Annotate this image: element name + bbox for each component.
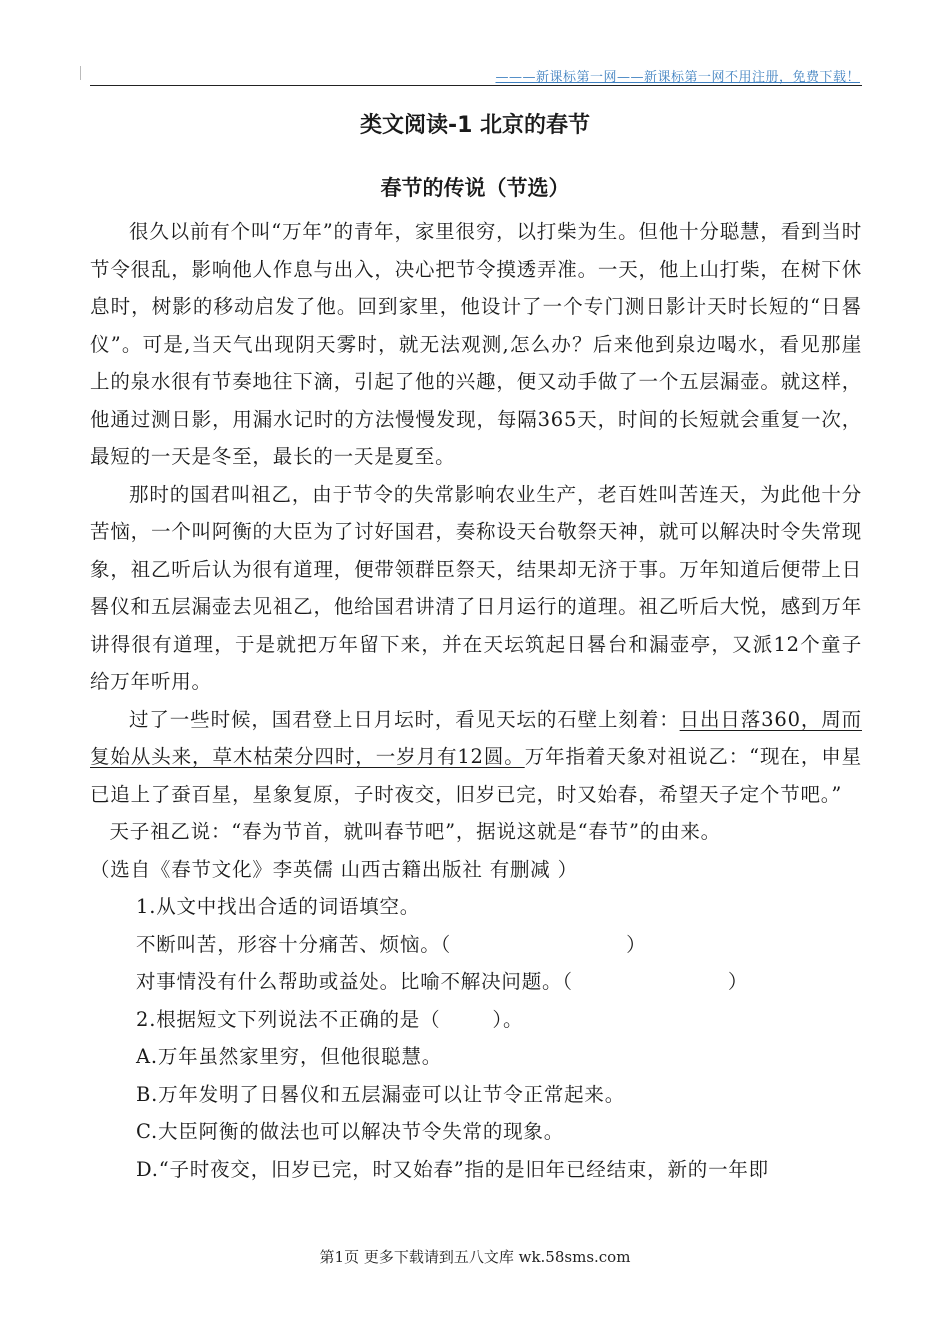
paragraph-1: 很久以前有个叫“万年”的青年，家里很穷，以打柴为生。但他十分聪慧，看到当时节令很乱，影响他人作息与出入，决心把节令摸透弄准。一天，他上山打柴，在树下休息时，树影的移动启发了他。回到家里，他设计了一个专门测日影计天时长短的“日晷仪”。可是,当天气出现阴天雾时，就无法观测,怎么办？后来他到泉边喝水，看见那崖上的泉水很有节奏地往下滴，引起了他的兴趣，便又动手做了一个五层漏壶。就这样，他通过测日影，用漏水记时的方法慢慢发现，每隔365天，时间的长短就会重复一次，最短的一天是冬至，最长的一天是夏至。 <box>90 220 862 468</box>
paragraph-3 <box>90 701 862 814</box>
question-1-stem: 1.从文中找出合适的词语填空。 <box>136 895 421 918</box>
paragraph-4: 天子祖乙说：“春为节首，就叫春节吧”，据说这就是“春节”的由来。 <box>109 820 721 843</box>
corner-mark <box>80 66 81 80</box>
option-b: B.万年发明了日晷仪和五层漏壶可以让节令正常起来。 <box>136 1082 626 1106</box>
paragraph-3-before: 过了一些时候，国君登上日月坛时，看见天坛的石壁上刻着： <box>129 707 680 731</box>
page-title: 类文阅读-1 北京的春节 <box>359 113 591 138</box>
question-2-close: ）。 <box>492 1007 524 1031</box>
question-1a-close: ） <box>626 932 647 956</box>
header-site-text[interactable]: ———新课标第一网——新课标第一网不用注册，免费下载！ <box>495 70 860 85</box>
paragraph-2: 那时的国君叫祖乙，由于节令的失常影响农业生产，老百姓叫苦连天，为此他十分苦恼，一个叫阿衡的大臣为了讨好国君，奏称设天台敬祭天神，就可以解决时令失常现象，祖乙听后认为很有道理，便带领群臣祭天，结果却无济于事。万年知道后便带上日晷仪和五层漏壶去见祖乙，他给国君讲清了日月运行的道理。祖乙听后大悦，感到万年讲得很有道理，于是就把万年留下来，并在天坛筑起日晷台和漏壶亭，又派12个童子给万年听用。 <box>90 482 862 693</box>
option-c: C.大臣阿衡的做法也可以解决节令失常的现象。 <box>136 1120 565 1143</box>
question-1a <box>90 926 862 964</box>
question-1a-text: 不断叫苦，形容十分痛苦、烦恼。（ <box>136 932 452 956</box>
article-subtitle: 春节的传说（节选） <box>380 176 570 200</box>
page-footer: 第1页 更多下载请到五八文库 wk.58sms.com <box>319 1248 631 1266</box>
question-1b <box>90 963 862 1001</box>
paragraph-3-after: 万年指着天象对祖说乙：“现在，申星已追上了蚕百星，星象复原，子时夜交，旧岁已完，时又始春，希望天子定个节吧。” <box>90 745 862 806</box>
header-divider <box>90 85 862 86</box>
question-2-text: 2.根据短文下列说法不正确的是（ <box>136 1007 441 1031</box>
option-a: A.万年虽然家里穷，但他很聪慧。 <box>136 1045 443 1068</box>
question-1b-text: 对事情没有什么帮助或益处。比喻不解决问题。（ <box>136 970 573 993</box>
question-2-stem <box>90 1001 862 1039</box>
option-d: D.“子时夜交，旧岁已完，时又始春”指的是旧年已经结束，新的一年即 <box>136 1157 769 1181</box>
question-1b-close: ） <box>727 970 749 993</box>
source-citation: （选自《春节文化》李英儒 山西古籍出版社 有删减 ） <box>90 857 578 881</box>
inscription-underlined: 日出日落360，周而复始从头来，草木枯荣分四时，一岁月有12圆。 <box>90 707 862 768</box>
article-body <box>90 213 862 1188</box>
